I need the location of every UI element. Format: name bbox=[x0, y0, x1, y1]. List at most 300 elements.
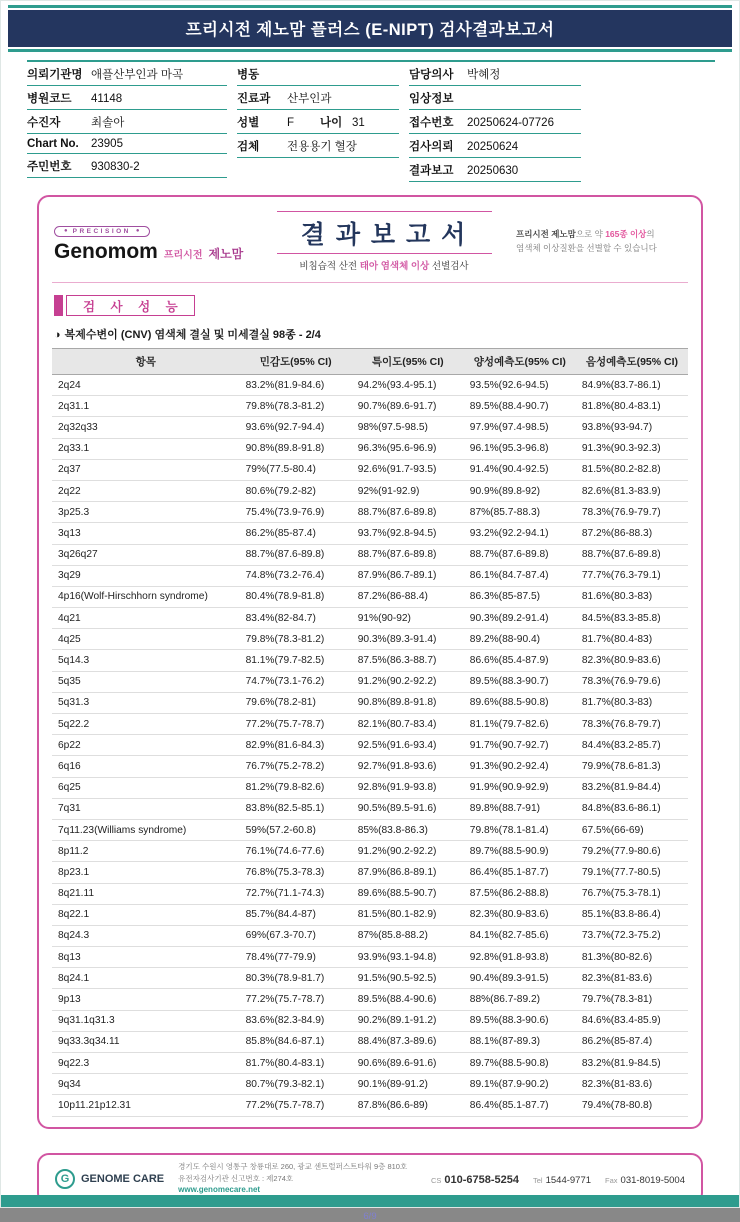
row-metric-value: 87.5%(86.2-88.8) bbox=[464, 883, 576, 904]
row-metric-value: 85.8%(84.6-87.1) bbox=[240, 1031, 352, 1052]
row-item-label: 3q13 bbox=[52, 523, 240, 544]
info-row-receipt-no bbox=[409, 110, 581, 134]
info-row-clinical-info bbox=[409, 86, 581, 110]
row-metric-value: 76.8%(75.3-78.3) bbox=[240, 862, 352, 883]
footer-website: www.genomecare.net bbox=[178, 1184, 261, 1194]
caption-text: 복제수변이 (CNV) 염색체 결실 및 미세결실 98종 - 2/4 bbox=[64, 329, 321, 341]
row-metric-value: 92%(91-92.9) bbox=[352, 480, 464, 501]
row-metric-value: 76.7%(75.3-78.1) bbox=[576, 883, 688, 904]
row-metric-value: 83.6%(82.3-84.9) bbox=[240, 1010, 352, 1031]
row-metric-value: 88.7%(87.6-89.8) bbox=[576, 544, 688, 565]
row-metric-value: 93.8%(93-94.7) bbox=[576, 417, 688, 438]
row-metric-value: 88.4%(87.3-89.6) bbox=[352, 1031, 464, 1052]
row-metric-value: 83.8%(82.5-85.1) bbox=[240, 798, 352, 819]
performance-table-body bbox=[52, 375, 688, 1117]
info-label: 검체 bbox=[237, 141, 260, 153]
contact-cs bbox=[431, 1170, 519, 1188]
row-metric-value: 82.3%(80.9-83.6) bbox=[464, 904, 576, 925]
table-caption bbox=[54, 326, 686, 342]
info-row-chart-no bbox=[27, 134, 227, 154]
row-item-label: 9q33.3q34.11 bbox=[52, 1031, 240, 1052]
row-metric-value: 84.9%(83.7-86.1) bbox=[576, 375, 688, 396]
genomecare-logo-text: GENOME CARE bbox=[81, 1172, 165, 1185]
row-metric-value: 85%(83.8-86.3) bbox=[352, 819, 464, 840]
section-title: 검 사 성 능 bbox=[66, 295, 195, 316]
info-label: Chart No. bbox=[27, 138, 79, 150]
row-metric-value: 80.4%(78.9-81.8) bbox=[240, 586, 352, 607]
row-metric-value: 87.9%(86.8-89.1) bbox=[352, 862, 464, 883]
contact-value: 031-8019-5004 bbox=[620, 1174, 685, 1186]
info-value: 20250624 bbox=[467, 141, 519, 153]
table-row bbox=[52, 459, 688, 480]
table-row bbox=[52, 586, 688, 607]
row-metric-value: 90.7%(89.6-91.7) bbox=[352, 396, 464, 417]
table-row bbox=[52, 608, 688, 629]
table-row bbox=[52, 502, 688, 523]
info-value-age: 31 bbox=[352, 117, 365, 129]
row-item-label: 9p13 bbox=[52, 989, 240, 1010]
address-line2: 유전자검사기관 신고번호 : 제274호 bbox=[178, 1173, 294, 1183]
row-metric-value: 78.4%(77-79.9) bbox=[240, 947, 352, 968]
row-metric-value: 81.1%(79.7-82.6) bbox=[464, 714, 576, 735]
row-metric-value: 89.5%(88.4-90.6) bbox=[352, 989, 464, 1010]
table-row bbox=[52, 714, 688, 735]
table-row bbox=[52, 629, 688, 650]
performance-table bbox=[52, 348, 688, 1117]
performance-table-head bbox=[52, 349, 688, 375]
row-item-label: 3q29 bbox=[52, 565, 240, 586]
row-metric-value: 96.1%(95.3-96.8) bbox=[464, 438, 576, 459]
brand-wordmark: Genomom bbox=[54, 240, 158, 263]
row-metric-value: 98%(97.5-98.5) bbox=[352, 417, 464, 438]
row-metric-value: 81.7%(80.3-83) bbox=[576, 692, 688, 713]
row-item-label: 8p11.2 bbox=[52, 841, 240, 862]
info-row-institution bbox=[27, 62, 227, 86]
genomecare-logo bbox=[55, 1169, 164, 1189]
row-metric-value: 81.1%(79.7-82.5) bbox=[240, 650, 352, 671]
row-metric-value: 84.5%(83.3-85.8) bbox=[576, 608, 688, 629]
table-row bbox=[52, 523, 688, 544]
row-metric-value: 87%(85.7-88.3) bbox=[464, 502, 576, 523]
row-metric-value: 81.7%(80.4-83.1) bbox=[240, 1053, 352, 1074]
info-row-request-date bbox=[409, 134, 581, 158]
row-metric-value: 92.5%(91.6-93.4) bbox=[352, 735, 464, 756]
row-metric-value: 92.6%(91.7-93.5) bbox=[352, 459, 464, 480]
row-metric-value: 81.6%(80.3-83) bbox=[576, 586, 688, 607]
col-header-item: 항목 bbox=[52, 349, 240, 375]
row-metric-value: 86.1%(84.7-87.4) bbox=[464, 565, 576, 586]
row-metric-value: 87.2%(86-88.3) bbox=[576, 523, 688, 544]
row-item-label: 4p16(Wolf-Hirschhorn syndrome) bbox=[52, 586, 240, 607]
table-row bbox=[52, 396, 688, 417]
info-label: 수진자 bbox=[27, 117, 61, 129]
row-metric-value: 83.2%(81.9-84.4) bbox=[576, 777, 688, 798]
row-metric-value: 86.2%(85-87.4) bbox=[576, 1031, 688, 1052]
info-label: 검사의뢰 bbox=[409, 141, 454, 153]
info-row-specimen bbox=[237, 134, 399, 158]
row-item-label: 6p22 bbox=[52, 735, 240, 756]
subtitle-post: 선별검사 bbox=[429, 261, 469, 272]
col-header-sensitivity: 민감도(95% CI) bbox=[240, 349, 352, 375]
row-metric-value: 90.4%(89.3-91.5) bbox=[464, 968, 576, 989]
row-metric-value: 91.7%(90.7-92.7) bbox=[464, 735, 576, 756]
row-metric-value: 90.3%(89.2-91.4) bbox=[464, 608, 576, 629]
row-item-label: 2q37 bbox=[52, 459, 240, 480]
row-metric-value: 84.1%(82.7-85.6) bbox=[464, 925, 576, 946]
patient-info-grid bbox=[27, 60, 715, 182]
info-label: 의뢰기관명 bbox=[27, 69, 83, 81]
note-end: 의 bbox=[646, 229, 655, 240]
row-metric-value: 78.3%(76.9-79.6) bbox=[576, 671, 688, 692]
header-row bbox=[52, 349, 688, 375]
info-value-sex: F bbox=[287, 117, 295, 129]
row-metric-value: 91.9%(90.9-92.9) bbox=[464, 777, 576, 798]
row-metric-value: 77.7%(76.3-79.1) bbox=[576, 565, 688, 586]
table-row bbox=[52, 756, 688, 777]
table-row bbox=[52, 1031, 688, 1052]
row-item-label: 8q13 bbox=[52, 947, 240, 968]
genomom-logo bbox=[54, 219, 252, 264]
row-metric-value: 88.7%(87.6-89.8) bbox=[352, 544, 464, 565]
report-title-block bbox=[252, 211, 516, 272]
row-item-label: 7q11.23(Williams syndrome) bbox=[52, 819, 240, 840]
row-metric-value: 81.2%(79.8-82.6) bbox=[240, 777, 352, 798]
row-item-label: 9q31.1q31.3 bbox=[52, 1010, 240, 1031]
table-row bbox=[52, 968, 688, 989]
info-row-report-date bbox=[409, 158, 581, 182]
row-metric-value: 85.1%(83.8-86.4) bbox=[576, 904, 688, 925]
row-item-label: 5q31.3 bbox=[52, 692, 240, 713]
row-metric-value: 79.4%(78-80.8) bbox=[576, 1095, 688, 1116]
info-value: 41148 bbox=[91, 93, 123, 105]
row-item-label: 3p25.3 bbox=[52, 502, 240, 523]
row-metric-value: 89.2%(88-90.4) bbox=[464, 629, 576, 650]
row-metric-value: 82.3%(81-83.6) bbox=[576, 1074, 688, 1095]
row-metric-value: 91%(90-92) bbox=[352, 608, 464, 629]
row-metric-value: 91.4%(90.4-92.5) bbox=[464, 459, 576, 480]
row-metric-value: 93.9%(93.1-94.8) bbox=[352, 947, 464, 968]
row-metric-value: 90.8%(89.8-91.8) bbox=[240, 438, 352, 459]
info-row-hospital-code bbox=[27, 86, 227, 110]
page-title: 프리시전 제노맘 플러스 (E-NIPT) 검사결과보고서 bbox=[8, 10, 732, 47]
row-item-label: 6q25 bbox=[52, 777, 240, 798]
page-header bbox=[1, 1, 739, 52]
row-metric-value: 72.7%(71.1-74.3) bbox=[240, 883, 352, 904]
row-metric-value: 81.8%(80.4-83.1) bbox=[576, 396, 688, 417]
row-metric-value: 87.8%(86.6-89) bbox=[352, 1095, 464, 1116]
row-item-label: 8q22.1 bbox=[52, 904, 240, 925]
row-metric-value: 89.6%(88.5-90.8) bbox=[464, 692, 576, 713]
info-value: 23905 bbox=[91, 138, 123, 150]
footer-address bbox=[178, 1161, 417, 1196]
info-label: 성별 bbox=[237, 117, 260, 129]
row-metric-value: 91.3%(90.2-92.4) bbox=[464, 756, 576, 777]
row-metric-value: 94.2%(93.4-95.1) bbox=[352, 375, 464, 396]
row-metric-value: 78.3%(76.8-79.7) bbox=[576, 714, 688, 735]
row-item-label: 10p11.21p12.31 bbox=[52, 1095, 240, 1116]
contact-label: Tel bbox=[533, 1175, 543, 1185]
row-metric-value: 74.7%(73.1-76.2) bbox=[240, 671, 352, 692]
info-row-doctor bbox=[409, 62, 581, 86]
row-metric-value: 67.5%(66-69) bbox=[576, 819, 688, 840]
row-item-label: 5q35 bbox=[52, 671, 240, 692]
row-metric-value: 87.9%(86.7-89.1) bbox=[352, 565, 464, 586]
info-label: 임상정보 bbox=[409, 93, 454, 105]
table-row bbox=[52, 480, 688, 501]
row-metric-value: 82.9%(81.6-84.3) bbox=[240, 735, 352, 756]
table-row bbox=[52, 735, 688, 756]
brand-korean-precision: 프리시전 bbox=[163, 250, 203, 261]
table-row bbox=[52, 819, 688, 840]
badge-dot-icon: ● bbox=[135, 228, 140, 234]
info-value: 전용용기 혈장 bbox=[287, 141, 357, 153]
row-item-label: 8q21.11 bbox=[52, 883, 240, 904]
table-row bbox=[52, 989, 688, 1010]
info-value: 20250630 bbox=[467, 165, 519, 177]
row-metric-value: 89.7%(88.5-90.8) bbox=[464, 1053, 576, 1074]
row-metric-value: 88.7%(87.6-89.8) bbox=[464, 544, 576, 565]
row-metric-value: 83.2%(81.9-84.6) bbox=[240, 375, 352, 396]
col-header-ppv: 양성예측도(95% CI) bbox=[464, 349, 576, 375]
table-row bbox=[52, 1053, 688, 1074]
report-title: 결 과 보 고 서 bbox=[300, 221, 468, 249]
row-metric-value: 79.8%(78.3-81.2) bbox=[240, 396, 352, 417]
row-metric-value: 87%(85.8-88.2) bbox=[352, 925, 464, 946]
row-metric-value: 90.8%(89.8-91.8) bbox=[352, 692, 464, 713]
col-header-npv: 음성예측도(95% CI) bbox=[576, 349, 688, 375]
info-label: 담당의사 bbox=[409, 69, 454, 81]
note-brand: 프리시전 제노맘 bbox=[516, 229, 576, 240]
note-highlight: 165종 이상 bbox=[605, 229, 647, 240]
row-metric-value: 89.7%(88.5-90.9) bbox=[464, 841, 576, 862]
row-metric-value: 93.5%(92.6-94.5) bbox=[464, 375, 576, 396]
row-item-label: 5q14.3 bbox=[52, 650, 240, 671]
row-metric-value: 86.3%(85-87.5) bbox=[464, 586, 576, 607]
table-row bbox=[52, 565, 688, 586]
row-item-label: 2q22 bbox=[52, 480, 240, 501]
row-item-label: 6q16 bbox=[52, 756, 240, 777]
info-row-resident-no bbox=[27, 154, 227, 178]
row-metric-value: 90.9%(89.8-92) bbox=[464, 480, 576, 501]
contact-value: 010-6758-5254 bbox=[444, 1173, 519, 1186]
row-metric-value: 91.2%(90.2-92.2) bbox=[352, 671, 464, 692]
row-metric-value: 83.2%(81.9-84.5) bbox=[576, 1053, 688, 1074]
row-item-label: 2q31.1 bbox=[52, 396, 240, 417]
row-metric-value: 92.8%(91.8-93.8) bbox=[464, 947, 576, 968]
row-metric-value: 90.3%(89.3-91.4) bbox=[352, 629, 464, 650]
table-row bbox=[52, 1010, 688, 1031]
row-item-label: 7q31 bbox=[52, 798, 240, 819]
table-row bbox=[52, 375, 688, 396]
row-metric-value: 78.3%(76.9-79.7) bbox=[576, 502, 688, 523]
brand-line bbox=[54, 240, 252, 264]
row-metric-value: 77.2%(75.7-78.7) bbox=[240, 714, 352, 735]
table-row bbox=[52, 671, 688, 692]
row-metric-value: 79.1%(77.7-80.5) bbox=[576, 862, 688, 883]
row-metric-value: 89.6%(88.5-90.7) bbox=[352, 883, 464, 904]
contact-label: Fax bbox=[605, 1175, 618, 1185]
row-metric-value: 86.6%(85.4-87.9) bbox=[464, 650, 576, 671]
table-row bbox=[52, 692, 688, 713]
info-row-patient-name bbox=[27, 110, 227, 134]
row-metric-value: 87.2%(86-88.4) bbox=[352, 586, 464, 607]
row-metric-value: 69%(67.3-70.7) bbox=[240, 925, 352, 946]
row-metric-value: 76.7%(75.2-78.2) bbox=[240, 756, 352, 777]
table-row bbox=[52, 1095, 688, 1116]
row-metric-value: 73.7%(72.3-75.2) bbox=[576, 925, 688, 946]
row-metric-value: 80.7%(79.3-82.1) bbox=[240, 1074, 352, 1095]
row-metric-value: 84.4%(83.2-85.7) bbox=[576, 735, 688, 756]
patient-info-col2 bbox=[237, 62, 399, 182]
brand-korean-genomom: 제노맘 bbox=[208, 247, 244, 261]
info-row-department bbox=[237, 86, 399, 110]
row-metric-value: 81.3%(80-82.6) bbox=[576, 947, 688, 968]
footer-contacts bbox=[431, 1170, 685, 1188]
row-metric-value: 86.2%(85-87.4) bbox=[240, 523, 352, 544]
patient-info-col1 bbox=[27, 62, 227, 182]
row-metric-value: 79.7%(78.3-81) bbox=[576, 989, 688, 1010]
page-number: 6/9 bbox=[363, 1210, 377, 1222]
info-value: 박혜정 bbox=[467, 69, 501, 81]
precision-badge bbox=[54, 226, 150, 237]
row-metric-value: 81.5%(80.1-82.9) bbox=[352, 904, 464, 925]
row-metric-value: 89.8%(88.7-91) bbox=[464, 798, 576, 819]
row-item-label: 4q25 bbox=[52, 629, 240, 650]
contact-label: CS bbox=[430, 1175, 442, 1185]
info-value: 930830-2 bbox=[91, 161, 140, 173]
row-metric-value: 77.2%(75.7-78.7) bbox=[240, 1095, 352, 1116]
table-row bbox=[52, 841, 688, 862]
row-metric-value: 82.6%(81.3-83.9) bbox=[576, 480, 688, 501]
row-metric-value: 85.7%(84.4-87) bbox=[240, 904, 352, 925]
row-metric-value: 81.5%(80.2-82.8) bbox=[576, 459, 688, 480]
table-row bbox=[52, 883, 688, 904]
row-metric-value: 91.2%(90.2-92.2) bbox=[352, 841, 464, 862]
row-metric-value: 88.1%(87-89.3) bbox=[464, 1031, 576, 1052]
row-metric-value: 88.7%(87.6-89.8) bbox=[240, 544, 352, 565]
info-value: 산부인과 bbox=[287, 93, 332, 105]
row-metric-value: 77.2%(75.7-78.7) bbox=[240, 989, 352, 1010]
row-metric-value: 89.5%(88.4-90.7) bbox=[464, 396, 576, 417]
row-metric-value: 88.7%(87.6-89.8) bbox=[352, 502, 464, 523]
badge-dot-icon: ● bbox=[64, 228, 68, 234]
row-metric-value: 89.1%(87.9-90.2) bbox=[464, 1074, 576, 1095]
header-bottom-rule bbox=[8, 49, 732, 52]
row-metric-value: 84.8%(83.6-86.1) bbox=[576, 798, 688, 819]
address-line1: 경기도 수원시 영통구 창룡대로 260, 광교 센트럴퍼스트타워 9층 810호 bbox=[178, 1162, 408, 1172]
half-circle-icon: ◑ bbox=[54, 329, 61, 341]
row-item-label: 3q26q27 bbox=[52, 544, 240, 565]
result-report-box bbox=[37, 195, 703, 1129]
info-label: 진료과 bbox=[237, 93, 271, 105]
row-item-label: 8q24.3 bbox=[52, 925, 240, 946]
table-row bbox=[52, 947, 688, 968]
row-item-label: 4q21 bbox=[52, 608, 240, 629]
col-header-specificity: 특이도(95% CI) bbox=[352, 349, 464, 375]
section-header-performance bbox=[54, 295, 688, 316]
row-metric-value: 84.6%(83.4-85.9) bbox=[576, 1010, 688, 1031]
row-metric-value: 90.2%(89.1-91.2) bbox=[352, 1010, 464, 1031]
table-row bbox=[52, 438, 688, 459]
bottom-teal-bar bbox=[1, 1195, 739, 1207]
table-row bbox=[52, 650, 688, 671]
note-line2: 염색체 이상질환을 선별할 수 있습니다 bbox=[516, 242, 657, 253]
row-item-label: 9q22.3 bbox=[52, 1053, 240, 1074]
info-label: 접수번호 bbox=[409, 117, 454, 129]
row-metric-value: 91.3%(90.3-92.3) bbox=[576, 438, 688, 459]
row-metric-value: 97.9%(97.4-98.5) bbox=[464, 417, 576, 438]
header-top-rule bbox=[8, 5, 732, 8]
row-item-label: 2q24 bbox=[52, 375, 240, 396]
row-item-label: 8p23.1 bbox=[52, 862, 240, 883]
row-metric-value: 82.3%(81-83.6) bbox=[576, 968, 688, 989]
row-metric-value: 93.7%(92.8-94.5) bbox=[352, 523, 464, 544]
row-metric-value: 80.6%(79.2-82) bbox=[240, 480, 352, 501]
table-row bbox=[52, 798, 688, 819]
row-metric-value: 86.4%(85.1-87.7) bbox=[464, 1095, 576, 1116]
patient-info-col3 bbox=[409, 62, 581, 182]
row-metric-value: 82.3%(80.9-83.6) bbox=[576, 650, 688, 671]
row-item-label: 2q33.1 bbox=[52, 438, 240, 459]
precision-badge-label: PRECISION bbox=[72, 227, 131, 235]
row-metric-value: 76.1%(74.6-77.6) bbox=[240, 841, 352, 862]
info-label-age: 나이 bbox=[320, 117, 343, 129]
contact-value: 1544-9771 bbox=[545, 1174, 592, 1186]
row-metric-value: 89.5%(88.3-90.7) bbox=[464, 671, 576, 692]
subtitle-highlight: 태아 염색체 이상 bbox=[359, 261, 430, 272]
row-metric-value: 82.1%(80.7-83.4) bbox=[352, 714, 464, 735]
info-label: 병원코드 bbox=[27, 93, 72, 105]
patient-info-section bbox=[27, 60, 715, 182]
row-metric-value: 91.5%(90.5-92.5) bbox=[352, 968, 464, 989]
row-metric-value: 90.6%(89.6-91.6) bbox=[352, 1053, 464, 1074]
row-metric-value: 79.8%(78.3-81.2) bbox=[240, 629, 352, 650]
row-metric-value: 79.8%(78.1-81.4) bbox=[464, 819, 576, 840]
table-row bbox=[52, 904, 688, 925]
row-metric-value: 59%(57.2-60.8) bbox=[240, 819, 352, 840]
row-metric-value: 92.8%(91.9-93.8) bbox=[352, 777, 464, 798]
row-item-label: 2q32q33 bbox=[52, 417, 240, 438]
row-metric-value: 93.6%(92.7-94.4) bbox=[240, 417, 352, 438]
genomecare-logo-icon: G bbox=[55, 1169, 75, 1189]
info-value: 20250624-07726 bbox=[467, 117, 554, 129]
info-value: 최솔아 bbox=[91, 117, 125, 129]
row-metric-value: 87.5%(86.3-88.7) bbox=[352, 650, 464, 671]
row-metric-value: 89.5%(88.3-90.6) bbox=[464, 1010, 576, 1031]
contact-fax bbox=[605, 1170, 685, 1188]
row-metric-value: 75.4%(73.9-76.9) bbox=[240, 502, 352, 523]
info-label: 결과보고 bbox=[409, 165, 454, 177]
info-value: 애플산부인과 마곡 bbox=[91, 69, 184, 81]
info-label: 병동 bbox=[237, 69, 260, 81]
row-metric-value: 92.7%(91.8-93.6) bbox=[352, 756, 464, 777]
table-row bbox=[52, 544, 688, 565]
row-metric-value: 90.1%(89-91.2) bbox=[352, 1074, 464, 1095]
row-item-label: 9q34 bbox=[52, 1074, 240, 1095]
table-row bbox=[52, 777, 688, 798]
row-metric-value: 81.7%(80.4-83) bbox=[576, 629, 688, 650]
row-metric-value: 79.6%(78.2-81) bbox=[240, 692, 352, 713]
report-subtitle bbox=[252, 254, 516, 272]
info-label: 주민번호 bbox=[27, 161, 72, 173]
note-line1 bbox=[516, 228, 686, 241]
note-mid: 으로 약 bbox=[575, 229, 606, 240]
table-row bbox=[52, 1074, 688, 1095]
row-metric-value: 83.4%(82-84.7) bbox=[240, 608, 352, 629]
row-metric-value: 96.3%(95.6-96.9) bbox=[352, 438, 464, 459]
header-note bbox=[516, 228, 686, 254]
row-metric-value: 79%(77.5-80.4) bbox=[240, 459, 352, 480]
